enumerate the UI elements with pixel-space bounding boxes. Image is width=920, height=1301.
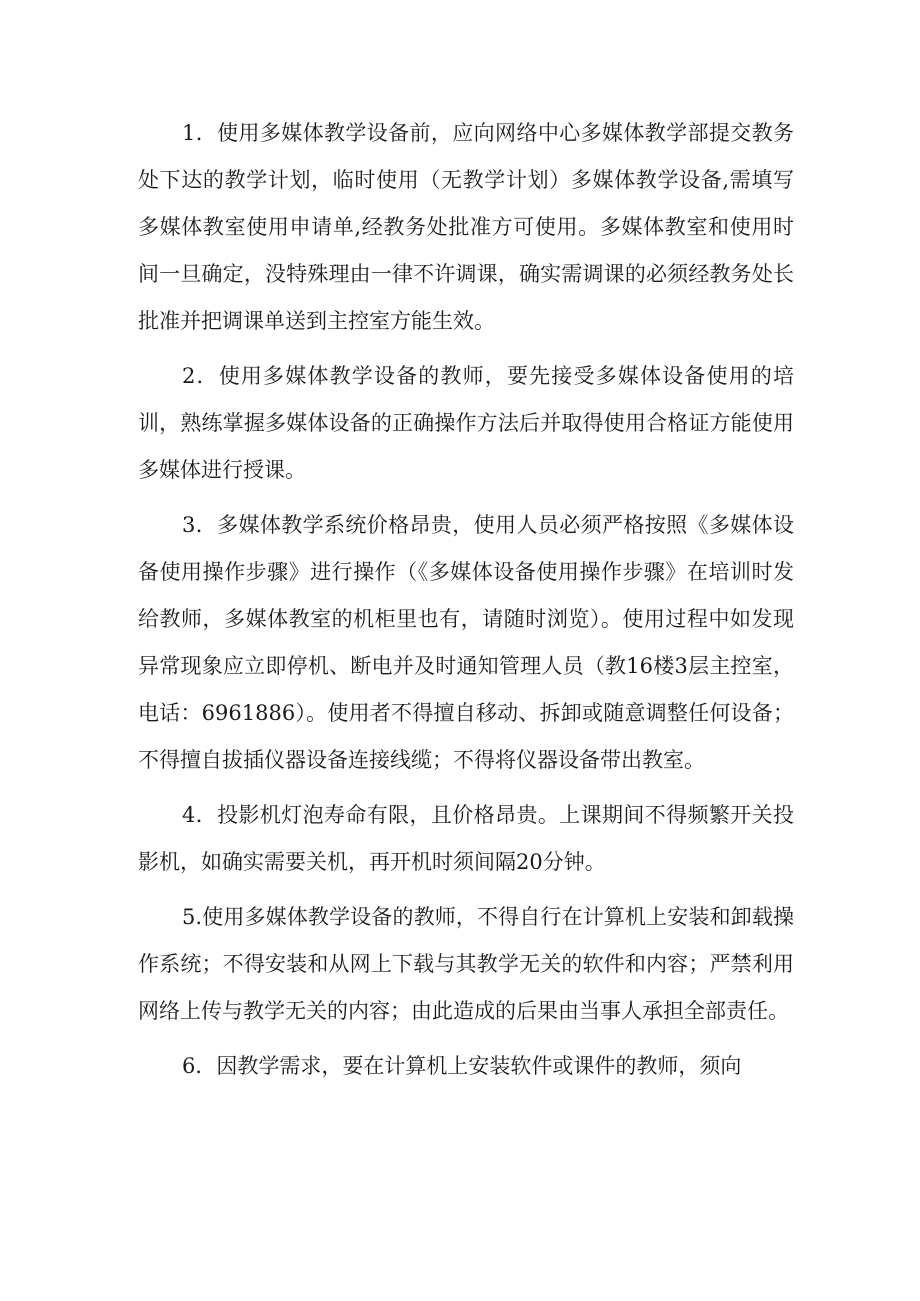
document-body — [138, 110, 794, 1098]
paragraph-1: 1．使用多媒体教学设备前，应向网络中心多媒体教学部提交教务处下达的教学计划，临时使用（无教学计划）多媒体教学设备,需填写多媒体教室使用申请单,经教务处批准方可使用。多媒体教室和使用时间一旦确定，没特殊理由一律不许调课，确实需调课的必须经教务处长批准并把调课单送到主控室方能生效。 — [138, 121, 794, 333]
paragraph-5: 5.使用多媒体教学设备的教师，不得自行在计算机上安装和卸载操作系统；不得安装和从网上下载与其教学无关的软件和内容；严禁利用网络上传与教学无关的内容；由此造成的后果由当事人承担全部责任。 — [138, 905, 794, 1023]
paragraph-2: 2．使用多媒体教学设备的教师，要先接受多媒体设备使用的培训，熟练掌握多媒体设备的正确操作方法后并取得使用合格证方能使用多媒体进行授课。 — [138, 364, 794, 482]
paragraph-6: 6．因教学需求，要在计算机上安装软件或课件的教师，须向 — [182, 1054, 742, 1078]
paragraph-3: 3．多媒体教学系统价格昂贵，使用人员必须严格按照《多媒体设备使用操作步骤》进行操作（《多媒体设备使用操作步骤》在培训时发给教师，多媒体教室的机柜里也有，请随时浏览）。使用过程中如发现异常现象应立即停机、断电并及时通知管理人员（教16楼3层主控室，电话：6961886）。使用者不得擅自移动、拆卸或随意调整任何设备；不得擅自拔插仪器设备连接线缆；不得将仪器设备带出教室。 — [138, 513, 794, 772]
paragraph-4: 4．投影机灯泡寿命有限，且价格昂贵。上课期间不得频繁开关投影机，如确实需要关机，再开机时须间隔20分钟。 — [138, 803, 794, 874]
